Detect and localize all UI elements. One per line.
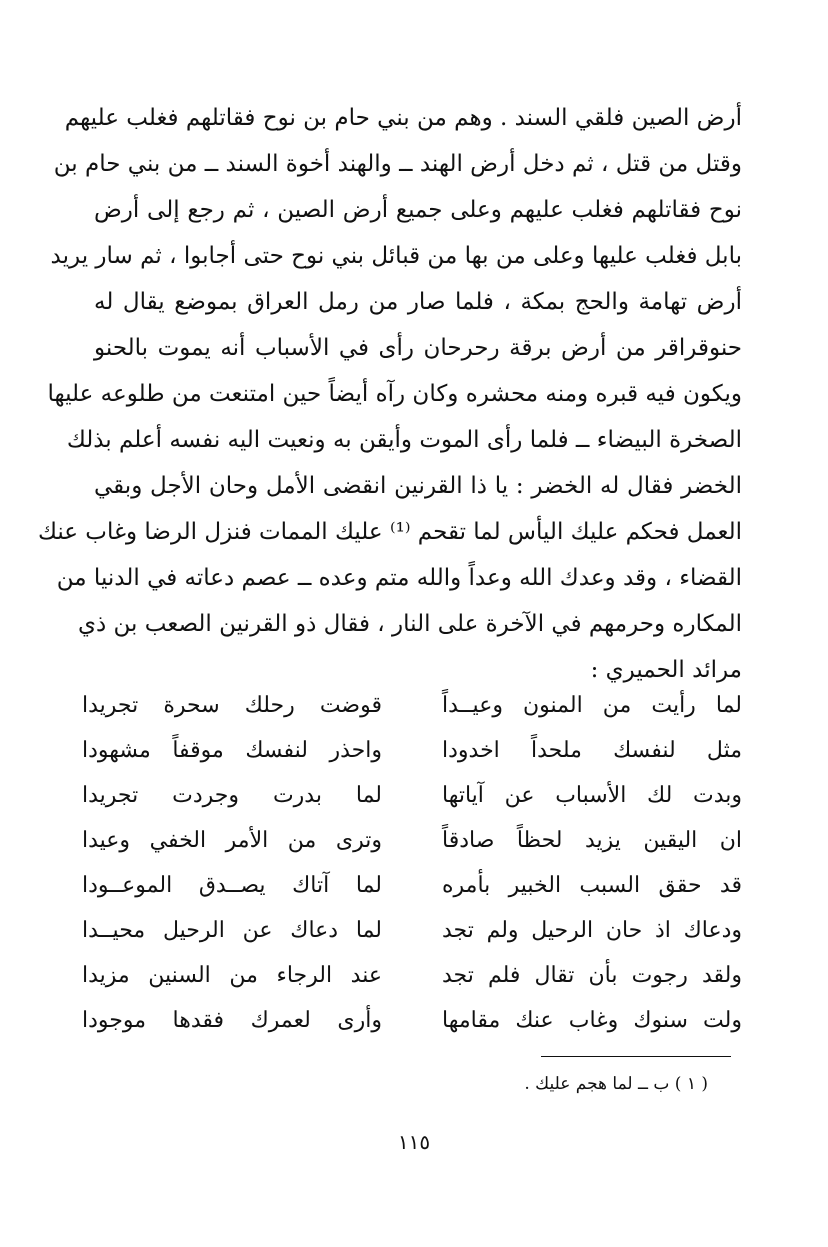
verse-second-hemistich: لما بدرت وجردت تجريدا: [82, 783, 382, 808]
verse-row: [82, 728, 742, 773]
page-number: ١١٥: [397, 1130, 431, 1154]
verse-second-hemistich: قوضت رحلك سحرة تجريدا: [82, 693, 382, 718]
verse-first-hemistich: قد حقق السبب الخبير بأمره: [442, 873, 742, 898]
body-line: القضاء ، وقد وعدك الله وعداً والله متم وعده ــ عصم دعاته في الدنيا من: [56, 565, 742, 591]
verse-first-hemistich: ان اليقين يزيد لحظاً صادقاً: [442, 828, 742, 853]
body-line: بابل فغلب عليها وعلى من بها من قبائل بني نوح حتى أجابوا ، ثم سار يريد: [50, 243, 742, 269]
verse-first-hemistich: وبدت لك الأسباب عن آياتها: [442, 783, 742, 808]
verse-second-hemistich: لما دعاك عن الرحيل محيــدا: [82, 918, 382, 943]
verse-first-hemistich: ودعاك اذ حان الرحيل ولم تجد: [442, 918, 742, 943]
body-line: ويكون فيه قبره ومنه محشره وكان رآه أيضاً حين امتنعت من طلوعه عليها: [47, 381, 742, 407]
body-line: العمل فحكم عليك اليأس لما تقحم ⁽¹⁾ عليك الممات فنزل الرضا وغاب عنك: [37, 519, 742, 545]
verse-second-hemistich: واحذر لنفسك موقفاً مشهودا: [82, 738, 382, 763]
body-line: أرض الصين فلقي السند . وهم من بني حام بن نوح فقاتلهم فغلب عليهم: [64, 105, 742, 131]
body-line: وقتل من قتل ، ثم دخل أرض الهند ــ والهند أخوة السند ــ من بني حام بن: [53, 151, 742, 177]
body-text: [37, 95, 742, 693]
verse-second-hemistich: لما آتاك يصــدق الموعــودا: [82, 873, 382, 898]
verse-row: [82, 773, 742, 818]
verse-first-hemistich: لما رأيت من المنون وعيــداً: [442, 693, 742, 718]
footnote: ( ١ ) ب ــ لما هجم عليك .: [524, 1074, 708, 1094]
verse-first-hemistich: ولت سنوك وغاب عنك مقامها: [442, 1008, 742, 1033]
body-line: الخضر فقال له الخضر : يا ذا القرنين انقضى الأمل وحان الأجل وبقي: [94, 473, 742, 499]
poem: [82, 683, 742, 1043]
verse-second-hemistich: وأرى لعمرك فقدها موجودا: [82, 1008, 382, 1033]
verse-row: [82, 818, 742, 863]
verse-row: [82, 908, 742, 953]
body-line: مرائد الحميري :: [590, 657, 742, 683]
verse-row: [82, 953, 742, 998]
verse-row: [82, 683, 742, 728]
body-line: أرض تهامة والحج بمكة ، فلما صار من رمل العراق بموضع يقال له: [94, 289, 742, 315]
verse-first-hemistich: مثل لنفسك ملحداً اخدودا: [442, 738, 742, 763]
verse-row: [82, 998, 742, 1043]
body-line: الصخرة البيضاء ــ فلما رأى الموت وأيقن به ونعيت اليه نفسه أعلم بذلك: [66, 427, 742, 453]
body-line: حنوقراقر من أرض برقة رحرحان رأى في الأسباب أنه يموت بالحنو: [94, 335, 742, 361]
verse-first-hemistich: ولقد رجوت بأن تقال فلم تجد: [442, 963, 742, 988]
verse-row: [82, 863, 742, 908]
body-line: نوح فقاتلهم فغلب عليهم وعلى جميع أرض الصين ، ثم رجع إلى أرض: [94, 197, 742, 223]
body-line: المكاره وحرمهم في الآخرة على النار ، فقال ذو القرنين الصعب بن ذي: [77, 611, 742, 637]
verse-second-hemistich: وترى من الأمر الخفي وعيدا: [82, 828, 382, 853]
verse-second-hemistich: عند الرجاء من السنين مزيدا: [82, 963, 382, 988]
footnote-separator: [541, 1056, 731, 1057]
